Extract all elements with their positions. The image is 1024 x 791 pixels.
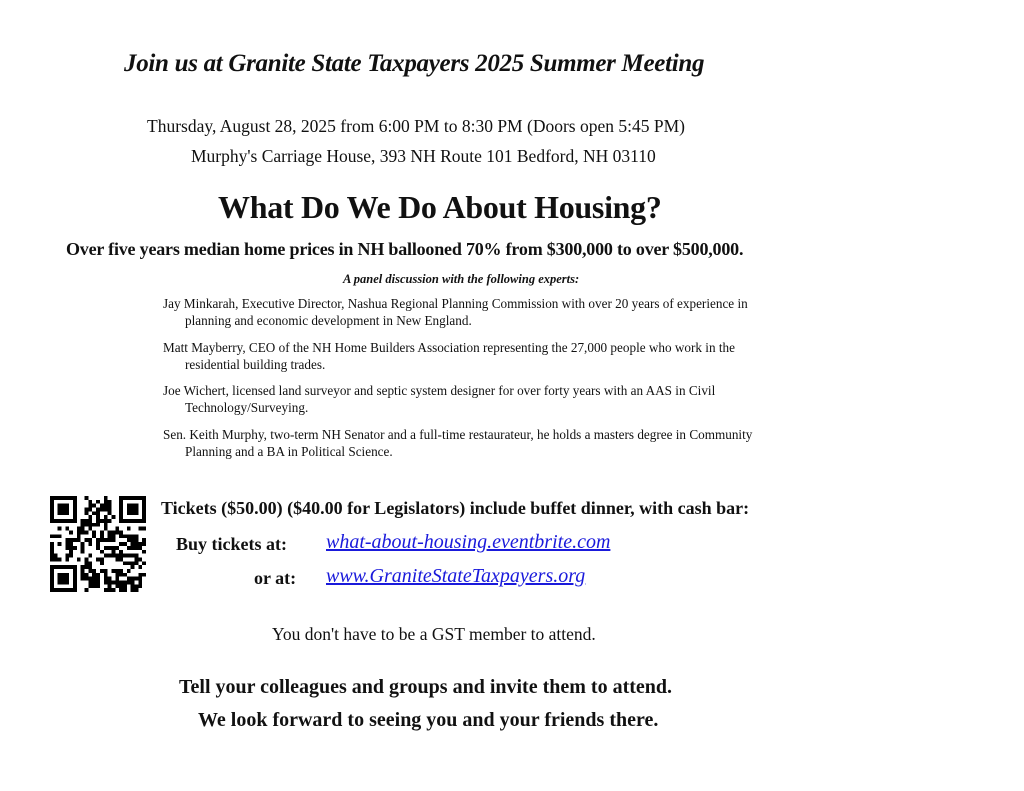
panel-intro: A panel discussion with the following experts: bbox=[343, 272, 580, 286]
event-date-time: Thursday, August 28, 2025 from 6:00 PM to 8:30 PM (Doors open 5:45 PM) bbox=[147, 116, 685, 136]
membership-note: You don't have to be a GST member to attend. bbox=[272, 624, 596, 644]
expert-line: Jay Minkarah, Executive Director, Nashua Regional Planning Commission with over 20 years of experience in bbox=[163, 296, 748, 311]
qr-code-icon[interactable] bbox=[50, 496, 146, 592]
ticket-info: Tickets ($50.00) ($40.00 for Legislators) include buffet dinner, with cash bar: bbox=[161, 498, 750, 518]
meeting-invite-heading: Join us at Granite State Taxpayers 2025 Summer Meeting bbox=[124, 50, 705, 77]
expert-line: residential building trades. bbox=[185, 357, 326, 372]
eventbrite-link[interactable]: what-about-housing.eventbrite.com bbox=[326, 531, 611, 553]
expert-entry bbox=[163, 295, 863, 329]
gst-website-link[interactable]: www.GraniteStateTaxpayers.org bbox=[326, 565, 586, 587]
or-at-label: or at: bbox=[254, 568, 297, 588]
expert-line: Sen. Keith Murphy, two-term NH Senator and a full-time restaurateur, he holds a masters degree in Community bbox=[163, 427, 753, 442]
closing-text: We look forward to seeing you and your friends there. bbox=[198, 709, 659, 731]
expert-entry bbox=[163, 339, 863, 373]
expert-line: Matt Mayberry, CEO of the NH Home Builders Association representing the 27,000 people who work in the bbox=[163, 340, 735, 355]
expert-entry bbox=[163, 426, 863, 460]
page-title: What Do We Do About Housing? bbox=[218, 189, 662, 225]
invite-others-text: Tell your colleagues and groups and invite them to attend. bbox=[179, 676, 673, 698]
expert-line: Planning and a BA in Political Science. bbox=[185, 444, 393, 459]
expert-line: Technology/Surveying. bbox=[185, 400, 309, 415]
buy-tickets-label: Buy tickets at: bbox=[176, 534, 287, 554]
event-venue: Murphy's Carriage House, 393 NH Route 101 Bedford, NH 03110 bbox=[191, 146, 656, 166]
housing-statistic: Over five years median home prices in NH ballooned 70% from $300,000 to over $500,000. bbox=[66, 239, 744, 259]
expert-entry bbox=[163, 382, 863, 416]
expert-line: Joe Wichert, licensed land surveyor and septic system designer for over forty years with an AAS in Civil bbox=[163, 383, 716, 398]
expert-line: planning and economic development in New England. bbox=[185, 313, 472, 328]
